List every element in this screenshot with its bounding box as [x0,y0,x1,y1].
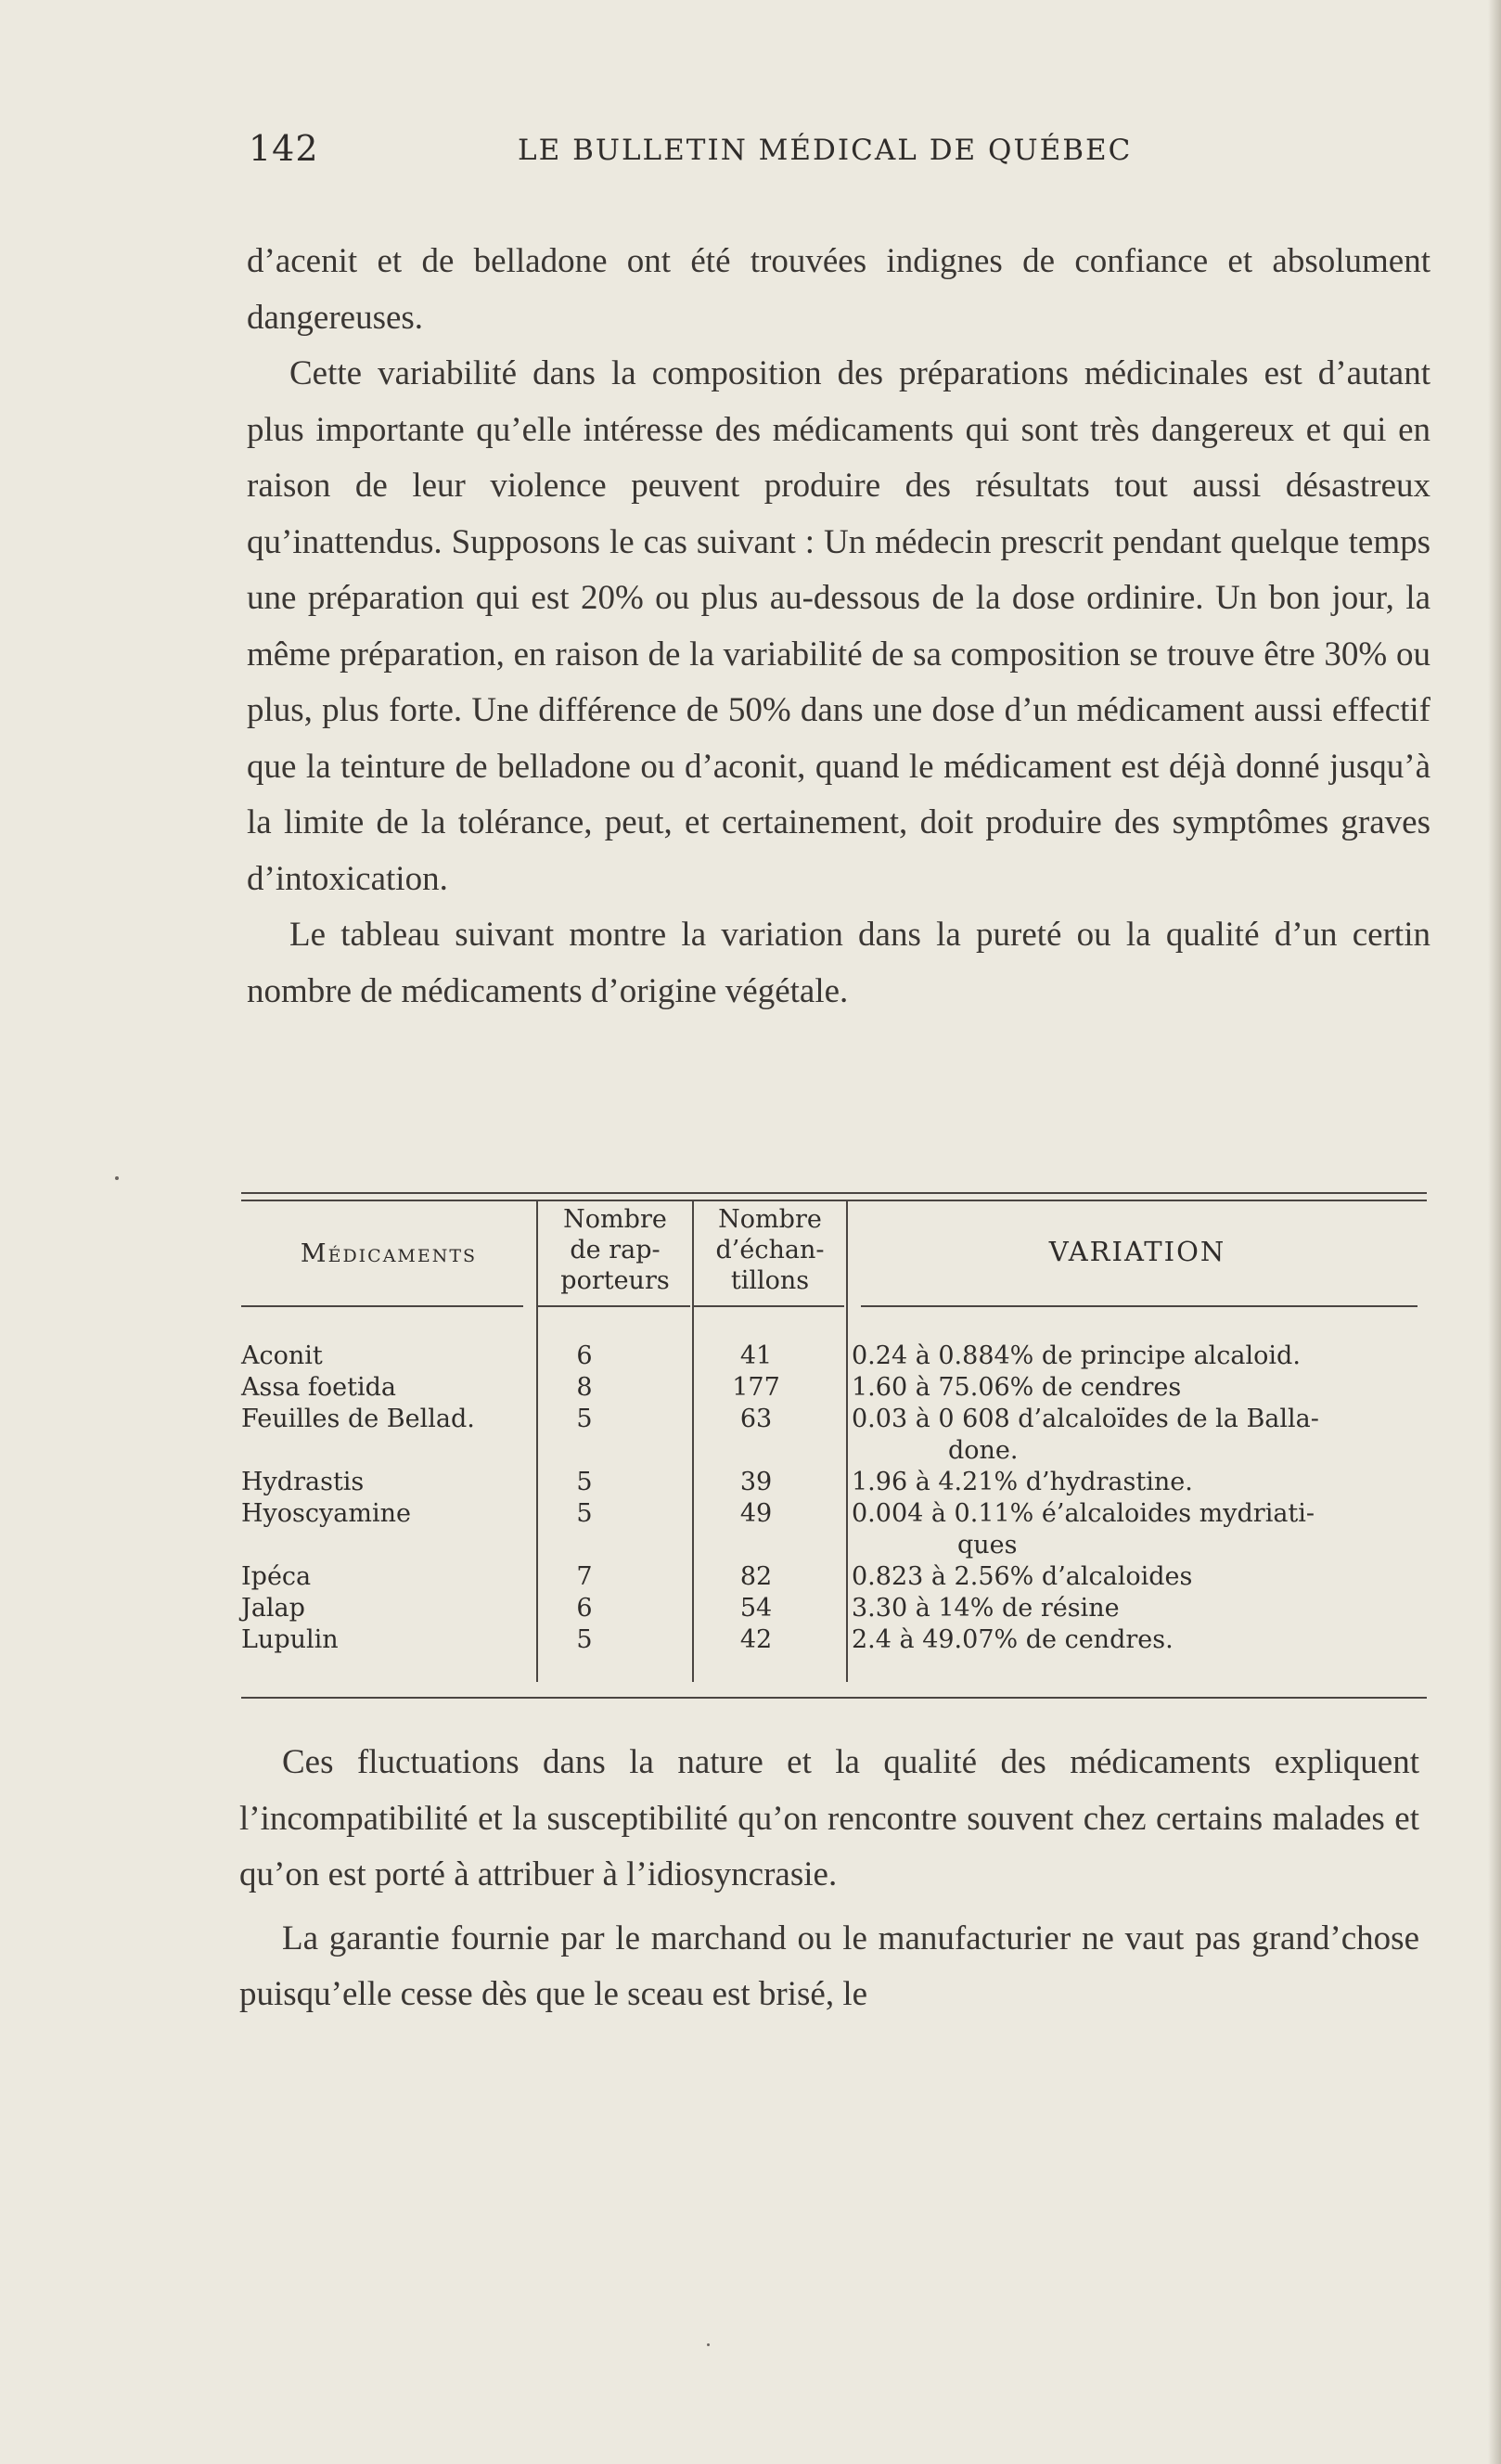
header-rapporteurs-line1: Nombre [563,1205,667,1234]
table-row [241,1467,1427,1498]
table-row [241,1498,1427,1530]
cell-echantillons: 42 [739,1625,773,1654]
header-underline [241,1305,523,1307]
cell-medicament: Assa foetida [241,1373,396,1402]
cell-echantillons: 41 [739,1341,773,1370]
page-header [249,128,1431,174]
cell-rapporteurs: 8 [576,1373,593,1402]
cell-variation: 0.03 à 0 608 d’alcaloïdes de la Balla- [852,1405,1319,1433]
cell-echantillons: 177 [732,1373,780,1402]
cell-variation: 3.30 à 14% de résine [852,1594,1120,1623]
cell-echantillons: 82 [739,1562,773,1591]
cell-rapporteurs: 5 [576,1468,593,1496]
table-row [241,1561,1427,1593]
table-row [241,1404,1427,1435]
header-echantillons-line3: tillons [730,1266,810,1295]
cell-medicament: Hydrastis [241,1468,365,1496]
cell-variation-continuation: ques [957,1531,1018,1559]
cell-medicament: Feuilles de Bellad. [241,1405,475,1433]
cell-variation: 0.823 à 2.56% d’alcaloides [852,1562,1193,1591]
cell-medicament: Aconit [241,1341,323,1370]
body-text-bottom [239,1735,1419,2023]
paragraph: Cette variabilité dans la composition des préparations médicinales est d’autant plus importante qu’elle intéresse des médicaments qui sont très dangereux et qui en raison de leur violence peuvent produire des résultats tout aussi désastreux qu’inattendus. Supposons le cas suivant : Un médecin prescrit pendant quelque temps une préparation qui est 20% ou plus au-dessous de la dose ordinire. Un bon jour, la même préparation, en raison de la variabilité de sa composition se trouve être 30% ou plus, plus forte. Une différence de 50% dans une dose d’un médicament aussi effectif que la teinture de belladone ou d’aconit, quand le médicament est déjà donné jusqu’à la limite de la tolérance, peut, et certainement, doit produire des symptômes graves d’intoxication. [247,354,1430,898]
table-rule-top [241,1192,1427,1194]
cell-medicament: Jalap [241,1594,305,1623]
cell-variation-continuation: done. [948,1436,1019,1465]
scan-speck [115,1176,119,1180]
page-number: 142 [249,128,319,169]
table-rule-top-inner [241,1200,1427,1201]
cell-echantillons: 49 [739,1499,773,1528]
cell-variation: 0.24 à 0.884% de principe alcaloid. [852,1341,1301,1370]
table-row [241,1372,1427,1404]
cell-rapporteurs: 5 [576,1499,593,1528]
header-variation: VARIATION [1048,1236,1226,1267]
cell-rapporteurs: 6 [576,1594,593,1623]
cell-variation: 1.96 à 4.21% d’hydrastine. [852,1468,1193,1496]
medication-variation-table [241,1192,1427,1700]
cell-rapporteurs: 6 [576,1341,593,1370]
scan-speck [707,2343,710,2346]
page-edge-shadow [1488,0,1501,2464]
cell-medicament: Hyoscyamine [241,1499,411,1528]
header-medicaments: Médicaments [300,1239,478,1268]
header-rapporteurs-line2: de rap- [570,1236,661,1264]
paragraph: Ces fluctuations dans la nature et la qualité des médicaments expliquent l’incompatibilité et la susceptibilité qu’on rencontre souvent chez certains malades et qu’on est porté à attribuer à l’idiosyncrasie. [239,1743,1419,1893]
cell-echantillons: 63 [739,1405,773,1433]
table-row [241,1341,1427,1372]
header-underline [538,1305,690,1307]
cell-echantillons: 39 [739,1468,773,1496]
header-rapporteurs-line3: porteurs [560,1266,670,1295]
cell-medicament: Ipéca [241,1562,312,1591]
header-underline [694,1305,844,1307]
running-title: LE BULLETIN MÉDICAL DE QUÉBEC [518,134,1133,167]
cell-rapporteurs: 5 [576,1625,593,1654]
cell-variation: 0.004 à 0.11% é’alcaloides mydriati- [852,1499,1315,1528]
cell-rapporteurs: 7 [576,1562,593,1591]
cell-rapporteurs: 5 [576,1405,593,1433]
table-row [241,1593,1427,1624]
cell-variation: 1.60 à 75.06% de cendres [852,1373,1182,1402]
header-echantillons-line2: d’échan- [715,1236,825,1264]
cell-echantillons: 54 [739,1594,773,1623]
cell-variation: 2.4 à 49.07% de cendres. [852,1625,1174,1654]
paragraph: Le tableau suivant montre la variation dans la pureté ou la qualité d’un certin nombre de médicaments d’origine végétale. [247,916,1430,1010]
header-echantillons-line1: Nombre [718,1205,822,1234]
table-rule-bottom [241,1697,1427,1699]
table-row [241,1624,1427,1656]
paragraph: d’acenit et de belladone ont été trouvées indignes de confiance et absolument dangereuses. [247,242,1430,337]
header-underline [861,1305,1418,1307]
body-text-top [247,234,1430,1020]
paragraph: La garantie fournie par le marchand ou le manufacturier ne vaut pas grand’chose puisqu’elle cesse dès que le sceau est brisé, le [239,1919,1419,2013]
cell-medicament: Lupulin [241,1625,339,1654]
